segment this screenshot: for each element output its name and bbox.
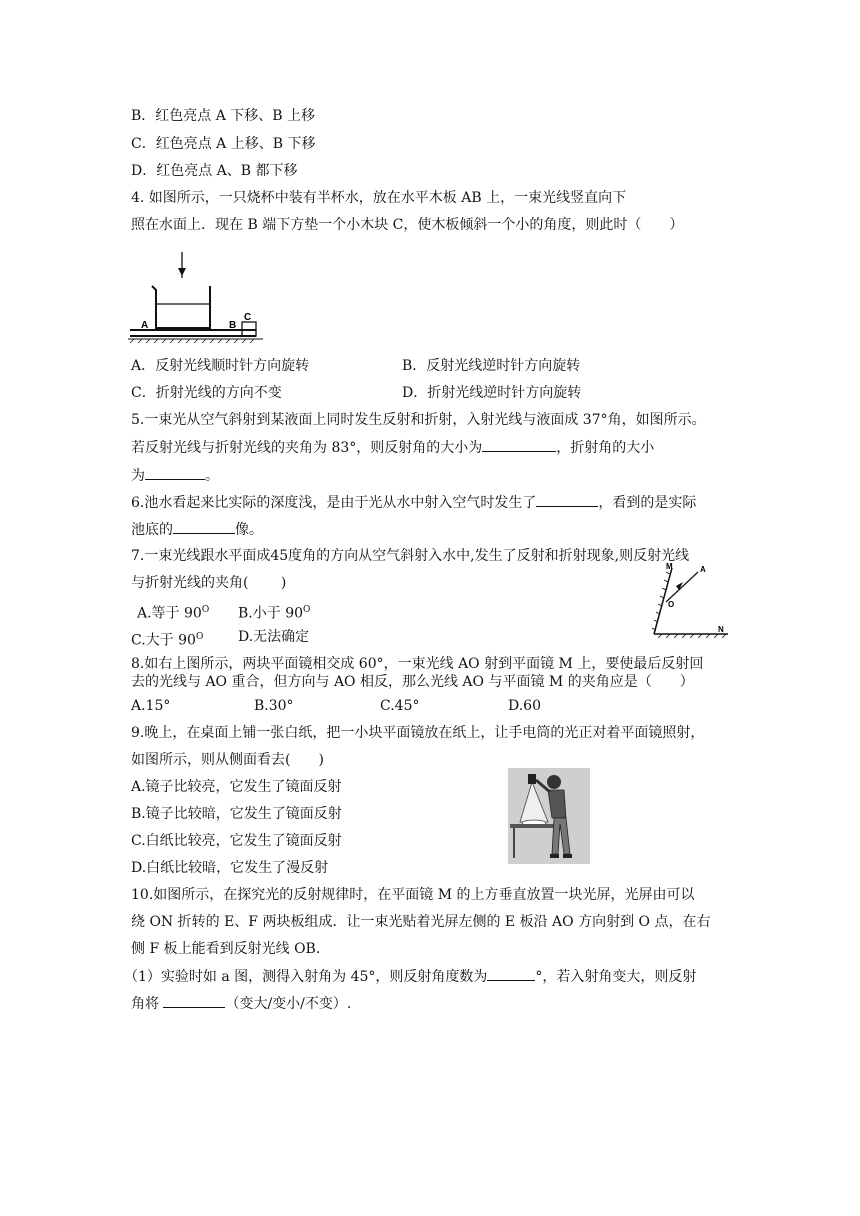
q7-option-c: C.大于 $90^O$: [131, 632, 204, 649]
q4-stem-line2: 照在水面上．现在 B 端下方垫一个小木块 C，使木板倾斜一个小的角度，则此时（ ）: [131, 217, 684, 233]
q4-fig-label-a: A: [141, 320, 149, 331]
q10-line3: 侧 F 板上能看到反射光线 OB.: [131, 941, 321, 957]
q10-line2: 绕 ON 折转的 E、F 两块板组成．让一束光贴着光屏左侧的 E 板沿 AO 方向射到 O 点，在右: [131, 914, 711, 930]
q10-line4: （1）实验时如 a 图，测得入射角为 45°，则反射角度数为 °，若入射角变大，则反射: [124, 966, 696, 987]
q9-option-d: D.白纸比较暗，它发生了漫反射: [131, 860, 329, 876]
q9-option-b: B.镜子比较暗，它发生了镜面反射: [131, 806, 342, 822]
q7-fig-label-a: A: [700, 565, 706, 574]
q7-fig-label-o: O: [668, 600, 675, 609]
q8-option-c: C.45°: [380, 698, 420, 714]
q3-option-d: D．红色亮点 A、B 都下移: [131, 163, 298, 179]
q7-option-a: A.等于 $90^O$: [137, 605, 210, 622]
q7-option-d: D.无法确定: [238, 629, 310, 645]
q4-option-a: A．反射光线顺时针方向旋转: [131, 358, 310, 374]
q6-line1: 6.池水看起来比实际的深度浅，是由于光从水中射入空气时发生了 ，看到的是实际: [131, 492, 696, 513]
q9-flashlight-figure: [508, 768, 590, 864]
q9-line2: 如图所示，则从侧面看去( ): [131, 752, 324, 768]
q3-option-b: B．红色亮点 A 下移、B 上移: [131, 108, 316, 124]
q4-stem-line1: 4. 如图所示，一只烧杯中装有半杯水，放在水平木板 AB 上，一束光线竖直向下: [131, 190, 627, 206]
q8-option-b: B.30°: [254, 698, 294, 714]
q10-blank-change[interactable]: [163, 993, 225, 1008]
q5-blank-reflection-angle[interactable]: [482, 437, 556, 452]
q10-line5: 角将 （变大/变小/不变）.: [131, 993, 351, 1014]
q4-beaker-figure: [128, 248, 278, 343]
q5-line3: 为 。: [131, 465, 219, 486]
q10-line1: 10.如图所示，在探究光的反射规律时，在平面镜 M 的上方垂直放置一块光屏，光屏由可以: [131, 887, 695, 903]
q5-line2: 若反射光线与折射光线的夹角为 83°，则反射角的大小为 ，折射角的大小: [131, 437, 654, 458]
q6-blank-phenomenon[interactable]: [536, 492, 598, 507]
q9-option-a: A.镜子比较亮，它发生了镜面反射: [131, 779, 342, 795]
q6-line2: 池底的 像。: [131, 519, 263, 540]
q8-line2: 去的光线与 AO 重合，但方向与 AO 相反，那么光线 AO 与平面镜 M 的夹角应是（ ）: [131, 674, 694, 690]
q6-blank-image-type[interactable]: [173, 519, 235, 534]
q7-fig-label-m: M: [666, 562, 673, 571]
q4-option-b: B．反射光线逆时针方向旋转: [402, 358, 581, 374]
q9-line1: 9.晚上，在桌面上铺一张白纸，把一小块平面镜放在纸上，让手电筒的光正对着平面镜照射，: [131, 725, 705, 741]
q8-option-a: A.15°: [131, 698, 171, 714]
q5-blank-refraction-angle[interactable]: [145, 465, 205, 480]
q8-option-d: D.60: [508, 698, 541, 714]
q7-option-b: B.小于 $90^O$: [238, 605, 311, 622]
q4-fig-label-b: B: [229, 320, 237, 331]
q7-line2: 与折射光线的夹角( ): [131, 575, 287, 591]
q4-option-c: C．折射光线的方向不变: [131, 385, 282, 401]
q8-line1: 8.如右上图所示，两块平面镜相交成 60°，一束光线 AO 射到平面镜 M 上，要使最后反射回: [131, 656, 704, 672]
q7-line1: 7.一束光线跟水平面成45度角的方向从空气斜射入水中,发生了反射和折射现象,则反射光线: [131, 548, 690, 564]
q7-fig-label-n: N: [718, 625, 724, 634]
q4-fig-label-c: C: [244, 312, 252, 323]
q4-option-d: D．折射光线逆时针方向旋转: [402, 385, 582, 401]
q7-mirror-figure: [648, 560, 733, 640]
q10-blank-reflection-angle[interactable]: [487, 966, 535, 981]
q3-option-c: C．红色亮点 A 上移、B 下移: [131, 136, 316, 152]
q5-line1: 5.一束光从空气斜射到某液面上同时发生反射和折射，入射光线与液面成 37°角，如图所示。: [131, 412, 706, 428]
q9-option-c: C.白纸比较亮，它发生了镜面反射: [131, 833, 342, 849]
